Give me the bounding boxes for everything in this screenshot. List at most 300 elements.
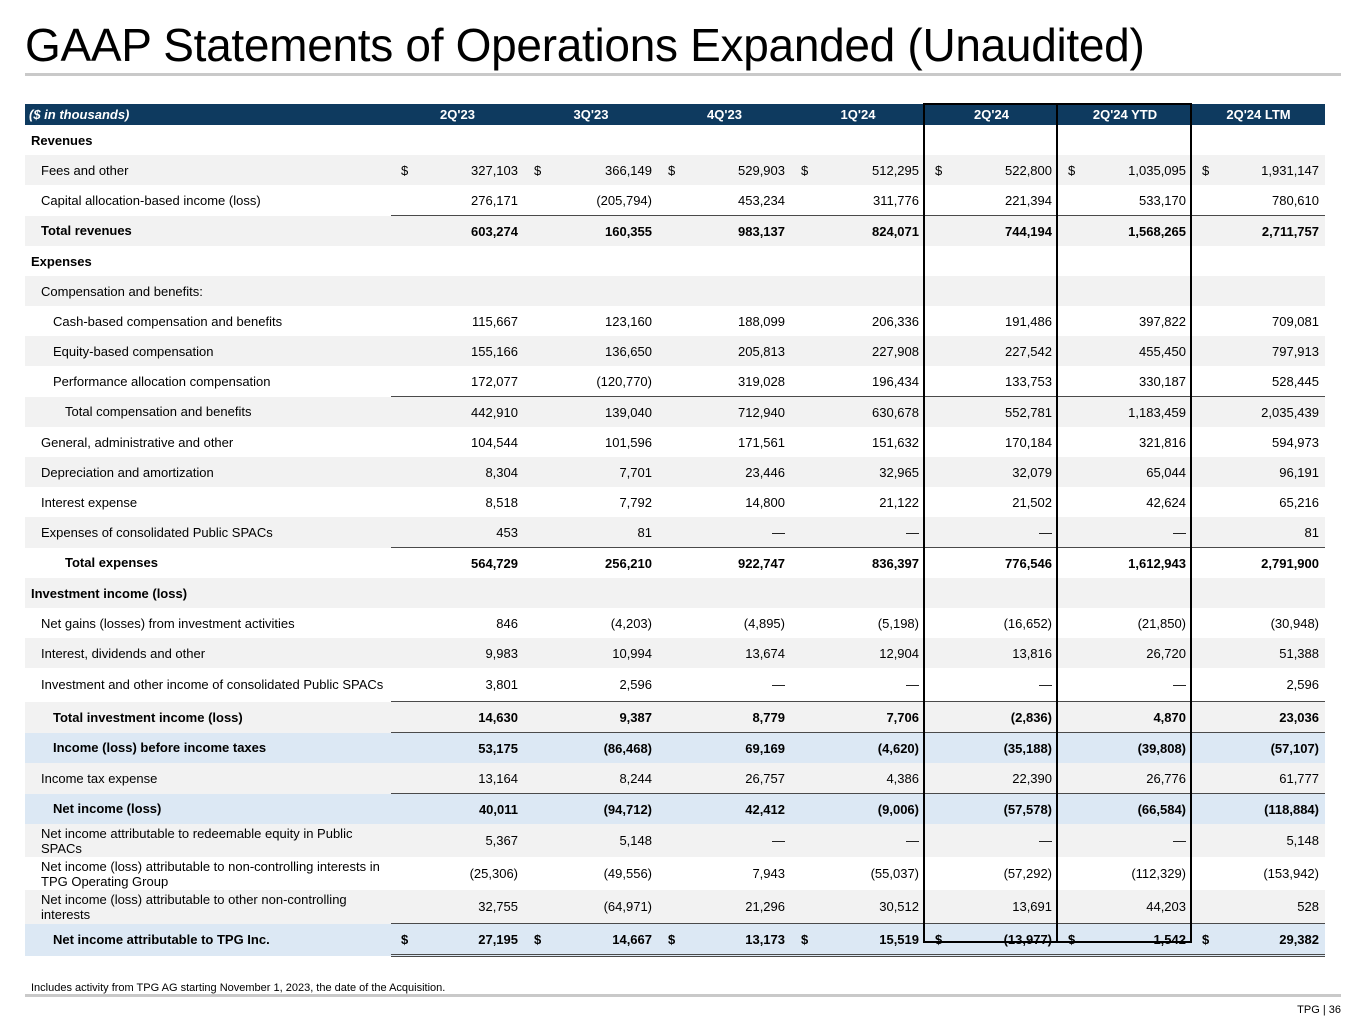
cell-value: 2,791,900 — [1261, 555, 1319, 571]
cell-value: 528,445 — [1272, 373, 1319, 389]
cell-value: (4,620) — [877, 740, 919, 756]
value-cell — [1192, 702, 1325, 733]
row-label: Expenses of consolidated Public SPACs — [25, 517, 391, 548]
row-label: Fees and other — [25, 155, 391, 185]
currency-symbol: $ — [401, 931, 409, 947]
cell-value: 23,446 — [745, 464, 785, 480]
value-cell — [524, 366, 658, 397]
cell-value: 26,757 — [745, 770, 785, 786]
cell-value: 9,983 — [485, 645, 518, 661]
cell-value: 23,036 — [1279, 709, 1319, 725]
value-cell — [658, 890, 791, 924]
value-cell — [791, 517, 925, 548]
value-cell — [391, 276, 524, 306]
value-cell — [658, 185, 791, 216]
value-cell — [1192, 366, 1325, 397]
table-row — [25, 185, 1325, 216]
value-cell — [391, 246, 524, 276]
cell-value: 171,561 — [738, 434, 785, 450]
cell-value: 151,632 — [872, 434, 919, 450]
cell-value: — — [1039, 833, 1052, 848]
value-cell — [391, 763, 524, 794]
value-cell — [524, 857, 658, 890]
value-cell — [1058, 890, 1192, 924]
cell-value: (5,198) — [877, 615, 919, 631]
row-label: Income tax expense — [25, 763, 391, 794]
value-cell — [391, 638, 524, 668]
table-row — [25, 155, 1325, 185]
cell-value: 115,667 — [471, 313, 518, 329]
cell-value: (4,895) — [743, 615, 785, 631]
value-cell — [791, 794, 925, 825]
cell-value: 594,973 — [1272, 434, 1319, 450]
cell-value: 7,706 — [886, 709, 919, 725]
table-row — [25, 336, 1325, 366]
cell-value: — — [1173, 524, 1186, 540]
cell-value: (112,329) — [1131, 866, 1186, 881]
cell-value: 32,079 — [1012, 464, 1052, 480]
cell-value: (94,712) — [603, 801, 652, 817]
row-label: General, administrative and other — [41, 434, 234, 450]
value-cell — [524, 397, 658, 428]
cell-value: 123,160 — [605, 313, 652, 329]
value-cell — [658, 638, 791, 668]
cell-value: 170,184 — [1005, 434, 1052, 450]
row-label: Total compensation and benefits — [25, 397, 391, 428]
value-cell — [1058, 306, 1192, 336]
value-cell — [1192, 668, 1325, 702]
cell-value: (57,292) — [1003, 866, 1052, 881]
value-cell — [658, 857, 791, 890]
value-cell — [925, 185, 1058, 216]
cell-value: 776,546 — [1005, 555, 1052, 571]
table-row — [25, 366, 1325, 397]
cell-value: 12,904 — [879, 645, 919, 661]
value-cell — [524, 733, 658, 764]
value-cell — [791, 155, 925, 185]
value-cell — [1192, 578, 1325, 608]
value-cell — [391, 336, 524, 366]
value-cell — [925, 487, 1058, 517]
cell-value: — — [906, 677, 919, 692]
value-cell — [1058, 608, 1192, 638]
cell-value: 922,747 — [738, 555, 785, 571]
cell-value: 155,166 — [471, 343, 518, 359]
value-cell — [1192, 336, 1325, 366]
cell-value: 160,355 — [605, 223, 652, 239]
cell-value: 311,776 — [872, 192, 919, 208]
table-row — [25, 608, 1325, 638]
cell-value: 136,650 — [605, 343, 652, 359]
value-cell — [1192, 638, 1325, 668]
value-cell — [791, 763, 925, 794]
value-cell — [1058, 457, 1192, 487]
row-label: Income (loss) before income taxes — [25, 733, 391, 764]
value-cell — [524, 517, 658, 548]
value-cell — [524, 487, 658, 517]
value-cell — [1058, 763, 1192, 794]
value-cell — [391, 397, 524, 428]
table-row — [25, 668, 1325, 702]
cell-value: 32,755 — [478, 899, 518, 914]
title-divider — [25, 73, 1341, 76]
value-cell — [1058, 794, 1192, 825]
cell-value: 846 — [496, 615, 518, 631]
value-cell — [791, 824, 925, 857]
column-header: 2Q'23 — [391, 104, 524, 125]
cell-value: 81 — [1304, 524, 1319, 540]
value-cell — [791, 427, 925, 457]
value-cell — [524, 794, 658, 825]
value-cell — [658, 397, 791, 428]
row-label: Net income (loss) — [25, 794, 391, 825]
value-cell — [1058, 702, 1192, 733]
table-row — [25, 487, 1325, 517]
row-label: Cash-based compensation and benefits — [53, 313, 283, 329]
cell-value: (49,556) — [603, 866, 652, 881]
units-label: ($ in thousands) — [25, 104, 391, 125]
value-cell — [524, 924, 658, 956]
cell-value: 5,148 — [619, 833, 652, 848]
value-cell — [1192, 890, 1325, 924]
value-cell — [658, 125, 791, 155]
cell-value: 104,544 — [471, 434, 518, 450]
value-cell — [524, 246, 658, 276]
cell-value: 564,729 — [471, 555, 518, 571]
cell-value: 30,512 — [879, 899, 919, 914]
cell-value: 7,701 — [619, 464, 652, 480]
cell-value: 797,913 — [1272, 343, 1319, 359]
column-header: 2Q'24 — [925, 104, 1058, 125]
value-cell — [791, 125, 925, 155]
cell-value: 65,044 — [1146, 464, 1186, 480]
table-row — [25, 397, 1325, 428]
value-cell — [391, 608, 524, 638]
cell-value: 528 — [1297, 899, 1319, 914]
value-cell — [925, 336, 1058, 366]
value-cell — [391, 487, 524, 517]
cell-value: (21,850) — [1137, 615, 1186, 631]
value-cell — [658, 306, 791, 336]
cell-value: 2,711,757 — [1261, 223, 1319, 239]
value-cell — [524, 668, 658, 702]
currency-symbol: $ — [1202, 162, 1210, 178]
value-cell — [391, 794, 524, 825]
cell-value: 455,450 — [1139, 343, 1186, 359]
value-cell — [658, 487, 791, 517]
cell-value: 442,910 — [471, 404, 518, 420]
table-row — [25, 306, 1325, 336]
row-label: Expenses — [31, 253, 92, 269]
value-cell — [1058, 427, 1192, 457]
cell-value: 26,720 — [1146, 645, 1186, 661]
cell-value: (25,306) — [469, 866, 518, 881]
cell-value: 8,304 — [485, 464, 518, 480]
cell-value: 3,801 — [485, 677, 518, 692]
cell-value: 29,382 — [1279, 931, 1319, 947]
value-cell — [1192, 548, 1325, 579]
cell-value: (13,977) — [1003, 931, 1052, 947]
cell-value: 191,486 — [1005, 313, 1052, 329]
value-cell — [391, 457, 524, 487]
cell-value: 206,336 — [872, 313, 919, 329]
value-cell — [391, 306, 524, 336]
statements-table — [25, 104, 1325, 957]
value-cell — [391, 824, 524, 857]
value-cell — [925, 517, 1058, 548]
cell-value: 81 — [637, 524, 652, 540]
value-cell — [391, 668, 524, 702]
value-cell — [791, 457, 925, 487]
page-number: TPG | 36 — [1297, 1004, 1341, 1016]
value-cell — [391, 155, 524, 185]
cell-value: 14,630 — [478, 709, 518, 725]
value-cell — [1192, 763, 1325, 794]
value-cell — [925, 397, 1058, 428]
value-cell — [658, 517, 791, 548]
value-cell — [658, 608, 791, 638]
value-cell — [1058, 336, 1192, 366]
value-cell — [1192, 517, 1325, 548]
value-cell — [391, 702, 524, 733]
table-row — [25, 824, 1325, 857]
row-label: Investment income (loss) — [25, 578, 391, 608]
table-body — [25, 125, 1325, 956]
cell-value: 42,412 — [745, 801, 785, 817]
value-cell — [1192, 608, 1325, 638]
cell-value: (35,188) — [1003, 740, 1052, 756]
cell-value: 5,148 — [1286, 833, 1319, 848]
cell-value: (39,808) — [1137, 740, 1186, 756]
cell-value: 1,931,147 — [1261, 162, 1319, 178]
cell-value: 276,171 — [471, 192, 518, 208]
cell-value: 96,191 — [1279, 464, 1319, 480]
row-label: Equity-based compensation — [25, 336, 391, 366]
cell-value: 319,028 — [738, 373, 785, 389]
value-cell — [524, 702, 658, 733]
cell-value: (118,884) — [1264, 801, 1319, 817]
currency-symbol: $ — [935, 162, 943, 178]
cell-value: 709,081 — [1272, 313, 1319, 329]
cell-value: 1,612,943 — [1128, 555, 1186, 571]
cell-value: 40,011 — [478, 801, 518, 817]
cell-value: 10,994 — [612, 645, 652, 661]
value-cell — [791, 548, 925, 579]
value-cell — [1058, 578, 1192, 608]
value-cell — [391, 366, 524, 397]
value-cell — [925, 608, 1058, 638]
cell-value: 42,624 — [1146, 494, 1186, 510]
currency-symbol: $ — [401, 162, 409, 178]
table-row — [25, 638, 1325, 668]
table-row — [25, 924, 1325, 956]
value-cell — [925, 857, 1058, 890]
value-cell — [1192, 276, 1325, 306]
cell-value: 188,099 — [738, 313, 785, 329]
value-cell — [658, 763, 791, 794]
cell-value: 453 — [496, 524, 518, 540]
cell-value: 21,296 — [745, 899, 785, 914]
cell-value: 2,596 — [619, 677, 652, 692]
cell-value: 1,183,459 — [1128, 404, 1186, 420]
cell-value: 61,777 — [1279, 770, 1319, 786]
row-label: Interest expense — [41, 494, 138, 510]
value-cell — [658, 457, 791, 487]
cell-value: 51,388 — [1279, 645, 1319, 661]
cell-value: 2,035,439 — [1261, 404, 1319, 420]
cell-value: 7,943 — [752, 866, 785, 881]
value-cell — [1192, 857, 1325, 890]
value-cell — [658, 276, 791, 306]
table-header-row — [25, 104, 1325, 125]
cell-value: 529,903 — [738, 162, 785, 178]
value-cell — [925, 924, 1058, 956]
cell-value: 836,397 — [872, 555, 919, 571]
cell-value: 522,800 — [1005, 162, 1052, 178]
currency-symbol: $ — [668, 162, 676, 178]
cell-value: 13,816 — [1012, 645, 1052, 661]
cell-value: — — [772, 524, 785, 540]
value-cell — [791, 366, 925, 397]
value-cell — [658, 216, 791, 247]
footer-divider — [25, 994, 1341, 997]
row-label: Performance allocation compensation — [53, 373, 271, 389]
value-cell — [1058, 216, 1192, 247]
cell-value: 321,816 — [1139, 434, 1186, 450]
value-cell — [925, 702, 1058, 733]
cell-value: 27,195 — [478, 931, 518, 947]
value-cell — [791, 276, 925, 306]
cell-value: 101,596 — [605, 434, 652, 450]
value-cell — [1058, 857, 1192, 890]
cell-value: 69,169 — [745, 740, 785, 756]
value-cell — [1058, 638, 1192, 668]
value-cell — [925, 276, 1058, 306]
value-cell — [1192, 457, 1325, 487]
value-cell — [791, 216, 925, 247]
column-header: 2Q'24 YTD — [1058, 104, 1192, 125]
value-cell — [1058, 924, 1192, 956]
cell-value: 8,244 — [619, 770, 652, 786]
currency-symbol: $ — [534, 931, 542, 947]
value-cell — [391, 924, 524, 956]
value-cell — [524, 216, 658, 247]
value-cell — [791, 487, 925, 517]
value-cell — [791, 397, 925, 428]
value-cell — [524, 155, 658, 185]
value-cell — [391, 857, 524, 890]
value-cell — [391, 548, 524, 579]
cell-value: 453,234 — [738, 192, 785, 208]
cell-value: 196,434 — [872, 373, 919, 389]
value-cell — [791, 733, 925, 764]
currency-symbol: $ — [1202, 931, 1210, 947]
value-cell — [1058, 276, 1192, 306]
column-header: 4Q'23 — [658, 104, 791, 125]
cell-value: 26,776 — [1146, 770, 1186, 786]
cell-value: 4,870 — [1153, 709, 1186, 725]
value-cell — [391, 216, 524, 247]
value-cell — [524, 608, 658, 638]
table-row — [25, 517, 1325, 548]
cell-value: 603,274 — [471, 223, 518, 239]
cell-value: 1,542 — [1153, 931, 1186, 947]
value-cell — [658, 336, 791, 366]
cell-value: — — [1173, 833, 1186, 848]
value-cell — [1192, 794, 1325, 825]
value-cell — [658, 824, 791, 857]
row-label: Total revenues — [25, 216, 391, 247]
table-row — [25, 457, 1325, 487]
column-header: 3Q'23 — [524, 104, 658, 125]
table-row — [25, 125, 1325, 155]
cell-value: 133,753 — [1005, 373, 1052, 389]
value-cell — [524, 306, 658, 336]
value-cell — [658, 246, 791, 276]
value-cell — [524, 427, 658, 457]
value-cell — [524, 336, 658, 366]
value-cell — [925, 366, 1058, 397]
value-cell — [791, 336, 925, 366]
value-cell — [925, 890, 1058, 924]
value-cell — [925, 246, 1058, 276]
value-cell — [925, 733, 1058, 764]
cell-value: 552,781 — [1005, 404, 1052, 420]
row-label: Investment and other income of consolidated Public SPACs — [41, 677, 384, 693]
cell-value: 13,674 — [745, 645, 785, 661]
cell-value: 15,519 — [879, 931, 919, 947]
row-label: Compensation and benefits: — [25, 276, 391, 306]
value-cell — [1058, 397, 1192, 428]
cell-value: 44,203 — [1146, 899, 1186, 914]
value-cell — [658, 427, 791, 457]
cell-value: 227,542 — [1005, 343, 1052, 359]
cell-value: (86,468) — [603, 740, 652, 756]
value-cell — [524, 824, 658, 857]
currency-symbol: $ — [935, 931, 943, 947]
cell-value: — — [906, 833, 919, 848]
table-row — [25, 794, 1325, 825]
cell-value: 32,965 — [879, 464, 919, 480]
value-cell — [791, 857, 925, 890]
cell-value: 65,216 — [1279, 494, 1319, 510]
value-cell — [1058, 246, 1192, 276]
cell-value: 780,610 — [1272, 192, 1319, 208]
cell-value: (205,794) — [596, 192, 652, 208]
cell-value: — — [906, 524, 919, 540]
row-label: Total investment income (loss) — [25, 702, 391, 733]
value-cell — [524, 763, 658, 794]
cell-value: 744,194 — [1005, 223, 1052, 239]
value-cell — [1058, 487, 1192, 517]
cell-value: (16,652) — [1003, 615, 1052, 631]
cell-value: 1,568,265 — [1128, 223, 1186, 239]
value-cell — [658, 578, 791, 608]
value-cell — [524, 457, 658, 487]
cell-value: 8,779 — [752, 709, 785, 725]
cell-value: (2,836) — [1010, 709, 1052, 725]
value-cell — [524, 578, 658, 608]
cell-value: 227,908 — [872, 343, 919, 359]
row-label: Net income (loss) attributable to non-controlling interests in TPG Operating Group — [41, 858, 380, 889]
row-label: Net income attributable to redeemable equity in Public SPACs — [25, 824, 391, 857]
table-row — [25, 548, 1325, 579]
value-cell — [391, 427, 524, 457]
cell-value: 983,137 — [738, 223, 785, 239]
cell-value: 205,813 — [738, 343, 785, 359]
value-cell — [925, 548, 1058, 579]
value-cell — [1058, 155, 1192, 185]
